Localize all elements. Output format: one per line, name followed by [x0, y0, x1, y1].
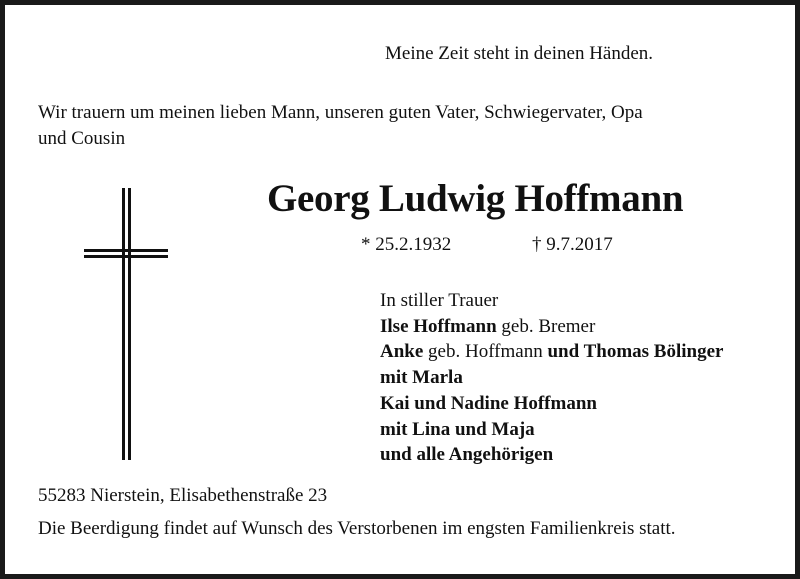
- mourner-name: Anke: [380, 341, 424, 363]
- address: 55283 Nierstein, Elisabethenstraße 23: [38, 485, 328, 506]
- intro-line-2: und Cousin: [38, 128, 126, 149]
- motto-verse: Meine Zeit steht in deinen Händen.: [385, 43, 654, 64]
- funeral-note: Die Beerdigung findet auf Wunsch des Verstorbenen im engsten Familienkreis statt.: [38, 518, 676, 539]
- mourner-line-5: mit Lina und Maja: [380, 418, 535, 440]
- mourner-line-4: Kai und Nadine Hoffmann: [380, 392, 597, 414]
- mourners-list: [380, 288, 723, 468]
- mourner-partner: und Thomas Bölinger: [547, 341, 724, 363]
- death-date: † 9.7.2017: [532, 234, 613, 255]
- cross-icon: [84, 188, 168, 460]
- mourner-name: Ilse Hoffmann: [380, 315, 497, 337]
- mourners-heading: In stiller Trauer: [380, 290, 499, 311]
- mourner-line-1: [380, 314, 723, 340]
- deceased-name: Georg Ludwig Hoffmann: [267, 177, 684, 220]
- intro-line-1: Wir trauern um meinen lieben Mann, unseren guten Vater, Schwiegervater, Opa: [38, 102, 643, 123]
- mourner-line-3: mit Marla: [380, 367, 463, 389]
- mourner-detail: geb. Bremer: [496, 315, 596, 337]
- mourner-line-2: [380, 339, 723, 365]
- mourner-line-6: und alle Angehörigen: [380, 444, 554, 466]
- mourner-detail: geb. Hoffmann: [423, 341, 548, 363]
- birth-date: * 25.2.1932: [361, 234, 452, 255]
